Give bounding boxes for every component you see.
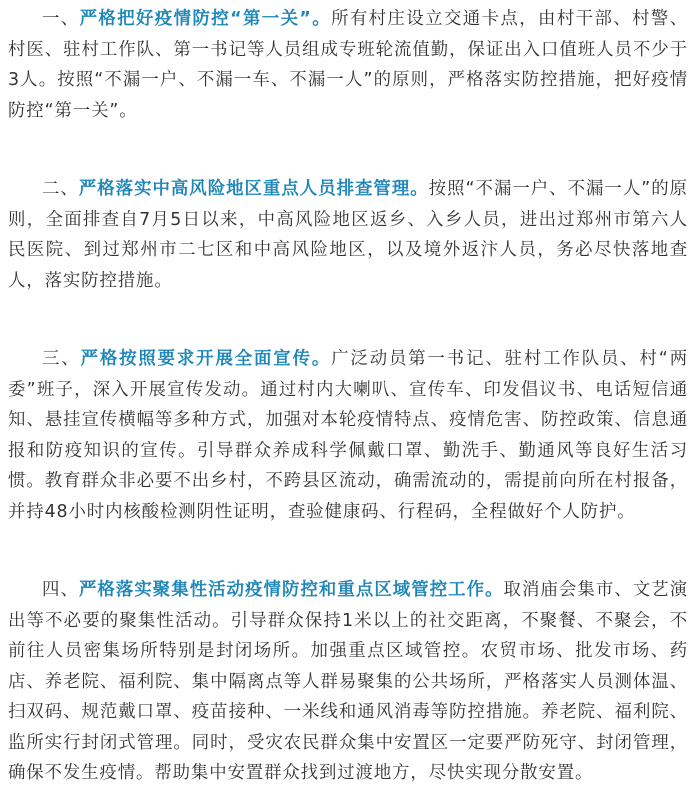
section-4-body: 取消庙会集市、文艺演出等不必要的聚集性活动。引导群众保持1米以上的社交距离，不聚餐、不聚会，不前往人员密集场所特别是封闭场所。加强重点区域管控。农贸市场、批发市场、药店、养老院、福利院、集中隔离点等人群易聚集的公共场所，严格落实人员测体温、扫双码、规范戴口罩、疫苗接种、一米线和通风消毒等防控措施。养老院、福利院、监所实行封闭式管理。同时，受灾农民群众集中安置区一定要严防死守、封闭管理，确保不发生疫情。帮助集中安置群众找到过渡地方，尽快实现分散安置。 <box>8 580 688 783</box>
section-2-heading: 严格落实中高风险地区重点人员排查管理。 <box>78 179 429 199</box>
section-3-body: 广泛动员第一书记、驻村工作队员、村“两委”班子，深入开展宣传发动。通过村内大喇叭、宣传车、印发倡议书、电话短信通知、悬挂宣传横幅等多种方式，加强对本轮疫情特点、疫情危害、防控政策、信息通报和防疫知识的宣传。引导群众养成科学佩戴口罩、勤洗手、勤通风等良好生活习惯。教育群众非必要不出乡村，不跨县区流动，确需流动的，需提前向所在村报备，并持48小时内核酸检测阴性证明，查验健康码、行程码，全程做好个人防护。 <box>8 349 688 522</box>
section-4-heading: 严格落实聚集性活动疫情防控和重点区域管控工作。 <box>78 580 504 600</box>
section-2-body: 按照“不漏一户、不漏一人”的原则，全面排查自7月5日以来，中高风险地区返乡、入乡人员，进出过郑州市第六人民医院、到过郑州市二七区和中高风险地区，以及境外返汴人员，务必尽快落地查人，落实防控措施。 <box>8 179 688 291</box>
section-1-paragraph <box>8 4 688 126</box>
section-3-paragraph <box>8 344 688 527</box>
section-3-heading: 严格按照要求开展全面宣传。 <box>80 349 332 369</box>
section-3-number: 三、 <box>42 349 81 369</box>
section-4-paragraph <box>8 575 688 789</box>
section-1-heading: 严格把好疫情防控“第一关”。 <box>79 9 332 29</box>
section-2-number: 二、 <box>42 179 79 199</box>
section-4-number: 四、 <box>42 580 79 600</box>
section-2-paragraph <box>8 174 688 296</box>
section-1-number: 一、 <box>42 9 80 29</box>
section-1-body: 所有村庄设立交通卡点，由村干部、村警、村医、驻村工作队、第一书记等人员组成专班轮流值勤，保证出入口值班人员不少于3人。按照“不漏一户、不漏一车、不漏一人”的原则，严格落实防控措施，把好疫情防控“第一关”。 <box>8 9 688 121</box>
